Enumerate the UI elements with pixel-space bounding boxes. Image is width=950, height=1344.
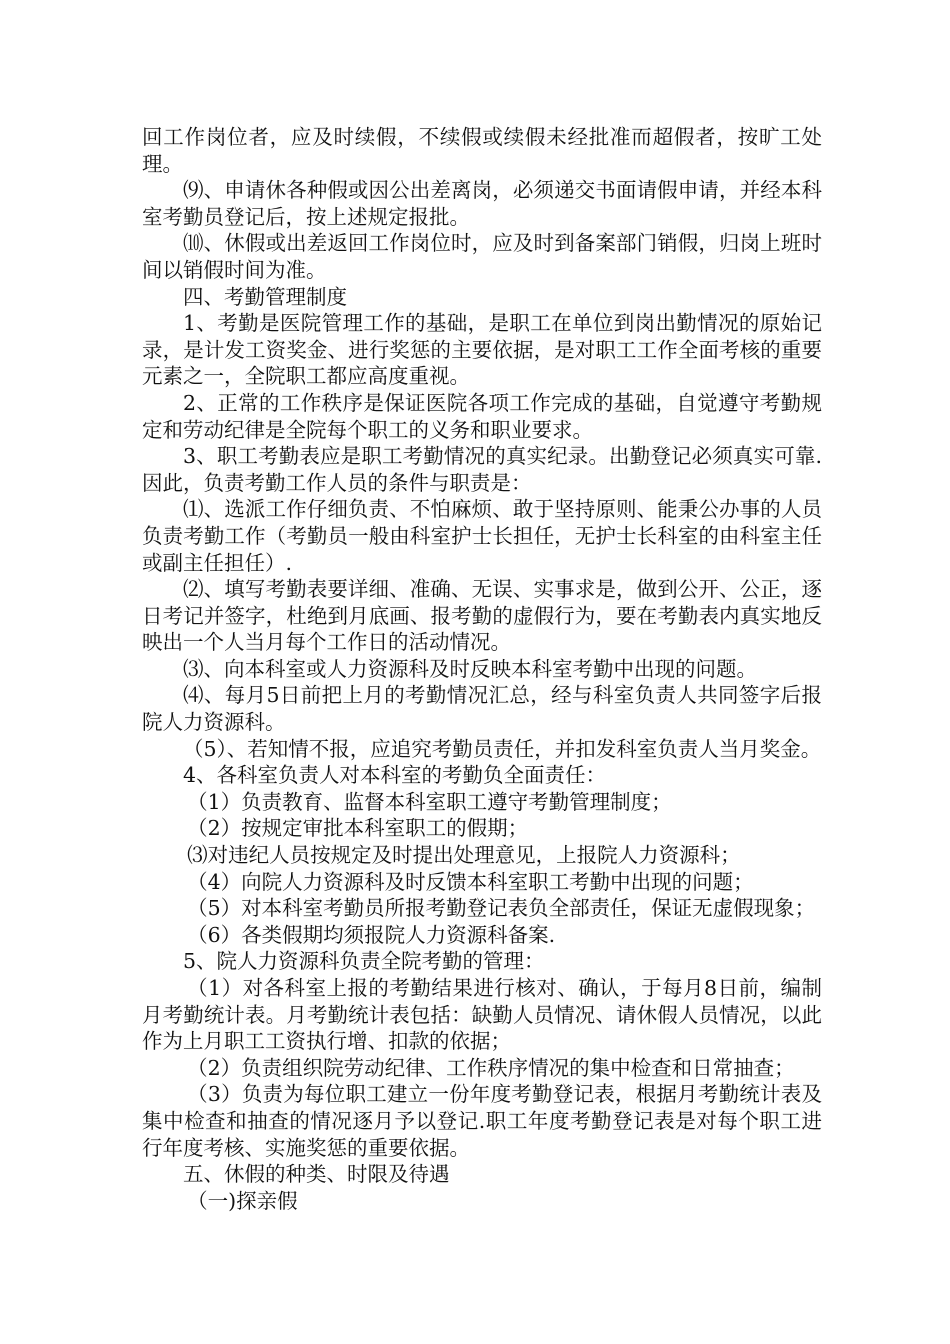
- paragraph: （4）向院人力资源科及时反馈本科室职工考勤中出现的问题；: [187, 869, 754, 894]
- paragraph: ⑷、每月5日前把上月的考勤情况汇总，经与科室负责人共同签字后报院人力资源科。: [142, 683, 822, 735]
- paragraph: （2）负责组织院劳动纪律、工作秩序情况的集中检查和日常抽查；: [187, 1055, 795, 1080]
- paragraph: 2、正常的工作秩序是保证医院各项工作完成的基础，自觉遵守考勤规定和劳动纪律是全院每个职工的义务和职业要求。: [142, 390, 822, 442]
- paragraph: ⑽、休假或出差返回工作岗位时，应及时到备案部门销假，归岗上班时间以销假时间为准。: [142, 231, 822, 282]
- paragraph: （5）、若知情不报，应追究考勤员责任，并扣发科室负责人当月奖金。: [183, 736, 822, 761]
- paragraph: （5）对本科室考勤员所报考勤登记表负全部责任，保证无虚假现象；: [187, 896, 816, 921]
- paragraph: ⑴、选派工作仔细负责、不怕麻烦、敢于坚持原则、能秉公办事的人员负责考勤工作（考勤员一般由科室护士长担任，无护士长科室的由科室主任或副主任担任）.: [142, 497, 822, 575]
- paragraph: （1）负责教育、监督本科室职工遵守考勤管理制度；: [187, 789, 672, 814]
- paragraph: ⑼、申请休各种假或因公出差离岗，必须递交书面请假申请，并经本科室考勤员登记后，按上述规定报批。: [142, 178, 822, 229]
- subsection-heading: （一)探亲假: [187, 1188, 298, 1213]
- paragraph: 1、考勤是医院管理工作的基础，是职工在单位到岗出勤情况的原始记录，是计发工资奖金、进行奖惩的主要依据，是对职工工作全面考核的重要元素之一，全院职工都应高度重视。: [142, 311, 822, 389]
- paragraph: （6）各类假期均须报院人力资源科备案.: [187, 922, 556, 947]
- paragraph: 3、职工考勤表应是职工考勤情况的真实纪录。出勤登记必须真实可靠.因此，负责考勤工作人员的条件与职责是：: [142, 444, 822, 495]
- section-heading: 四、考勤管理制度: [183, 284, 347, 309]
- paragraph: ⑵、填写考勤表要详细、准确、无误、实事求是，做到公开、公正，逐日考记并签字，杜绝到月底画、报考勤的虚假行为，要在考勤表内真实地反映出一个人当月每个工作日的活动情况。: [142, 577, 822, 655]
- paragraph: ⑶、向本科室或人力资源科及时反映本科室考勤中出现的问题。: [183, 656, 757, 681]
- document-body: [142, 124, 822, 1214]
- paragraph: 回工作岗位者，应及时续假，不续假或续假未经批准而超假者，按旷工处理。: [142, 125, 822, 176]
- paragraph: （3）负责为每位职工建立一份年度考勤登记表，根据月考勤统计表及集中检查和抽查的情况逐月予以登记.职工年度考勤登记表是对每个职工进行年度考核、实施奖惩的重要依据。: [142, 1082, 822, 1160]
- paragraph: ⑶对违纪人员按规定及时提出处理意见，上报院人力资源科；: [187, 843, 741, 868]
- paragraph: 4、各科室负责人对本科室的考勤负全面责任：: [183, 763, 607, 788]
- paragraph: 5、院人力资源科负责全院考勤的管理：: [183, 949, 545, 974]
- section-heading: 五、休假的种类、时限及待遇: [183, 1162, 450, 1187]
- paragraph: （1）对各科室上报的考勤结果进行核对、确认，于每月8日前，编制月考勤统计表。月考勤统计表包括：缺勤人员情况、请休假人员情况，以此作为上月职工工资执行增、扣款的依据；: [142, 976, 822, 1054]
- paragraph: （2）按规定审批本科室职工的假期；: [187, 816, 529, 841]
